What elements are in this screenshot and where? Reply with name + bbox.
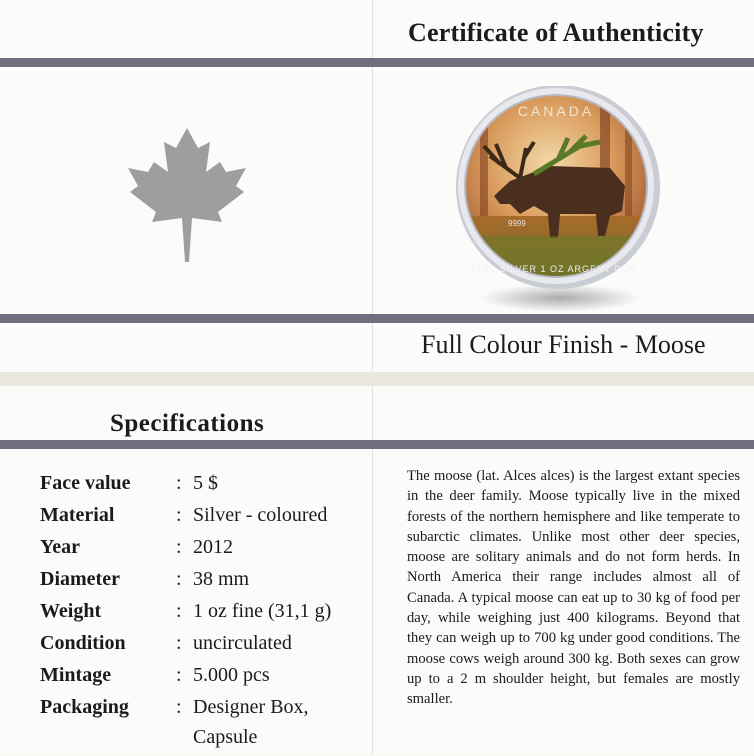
footer-band [0,314,754,323]
spec-label: Diameter [40,568,120,590]
specifications-title: Specifications [110,410,265,437]
card-gap [0,372,754,386]
spec-label: Mintage [40,664,112,686]
moose-description: The moose (lat. Alces alces) is the largest extant species in the deer family. Moose typically live in the mixed forests of the northern hemisphere and like temperate to subarctic climates. Unlike most other deer species, moose are solitary animals and do not form herds. In North America their range includes almost all of Canada. A typical moose can eat up to 30 kg of food per day, while weighing just 400 kilograms. Beyond that they can weigh up to 700 kg under good conditions. The moose cows weigh around 300 kg. Both sexes can grow up to a 2 m shoulder height, but females are mostly smaller. [407,468,740,708]
spec-value-continued: Capsule [193,726,258,748]
moose-coin-image [450,86,664,318]
certificate-card [0,0,754,372]
spec-value: Designer Box, [193,696,309,718]
spec-label: Material [40,504,115,526]
specifications-band [0,440,754,449]
spec-colon: : [176,664,182,686]
spec-value: 5.000 pcs [193,664,270,686]
spec-colon: : [176,600,182,622]
spec-colon: : [176,504,182,526]
spec-colon: : [176,632,182,654]
spec-value: uncirculated [193,632,292,654]
spec-label: Year [40,536,80,558]
certificate-title: Certificate of Authenticity [408,18,704,47]
spec-colon: : [176,696,182,718]
spec-label: Weight [40,600,102,622]
spec-value: 1 oz fine (31,1 g) [193,600,332,622]
coin-inscription-top: CANADA [517,103,595,119]
spec-colon: : [176,472,182,494]
spec-value: 5 $ [193,472,218,494]
maple-leaf-icon [124,124,250,266]
specifications-card [0,386,754,755]
spec-colon: : [176,536,182,558]
header-band [0,58,754,67]
spec-label: Packaging [40,696,129,718]
spec-colon: : [176,568,182,590]
spec-value: 38 mm [193,568,250,590]
coin-subtitle: Full Colour Finish - Moose [421,330,706,359]
spec-value: 2012 [193,536,233,558]
spec-value: Silver - coloured [193,504,328,526]
spec-label: Face value [40,472,131,494]
coin-purity: 9999 [508,219,526,228]
spec-label: Condition [40,632,126,654]
coin-inscription-bottom: FINE SILVER 1 OZ ARGENT PUR [471,264,637,274]
